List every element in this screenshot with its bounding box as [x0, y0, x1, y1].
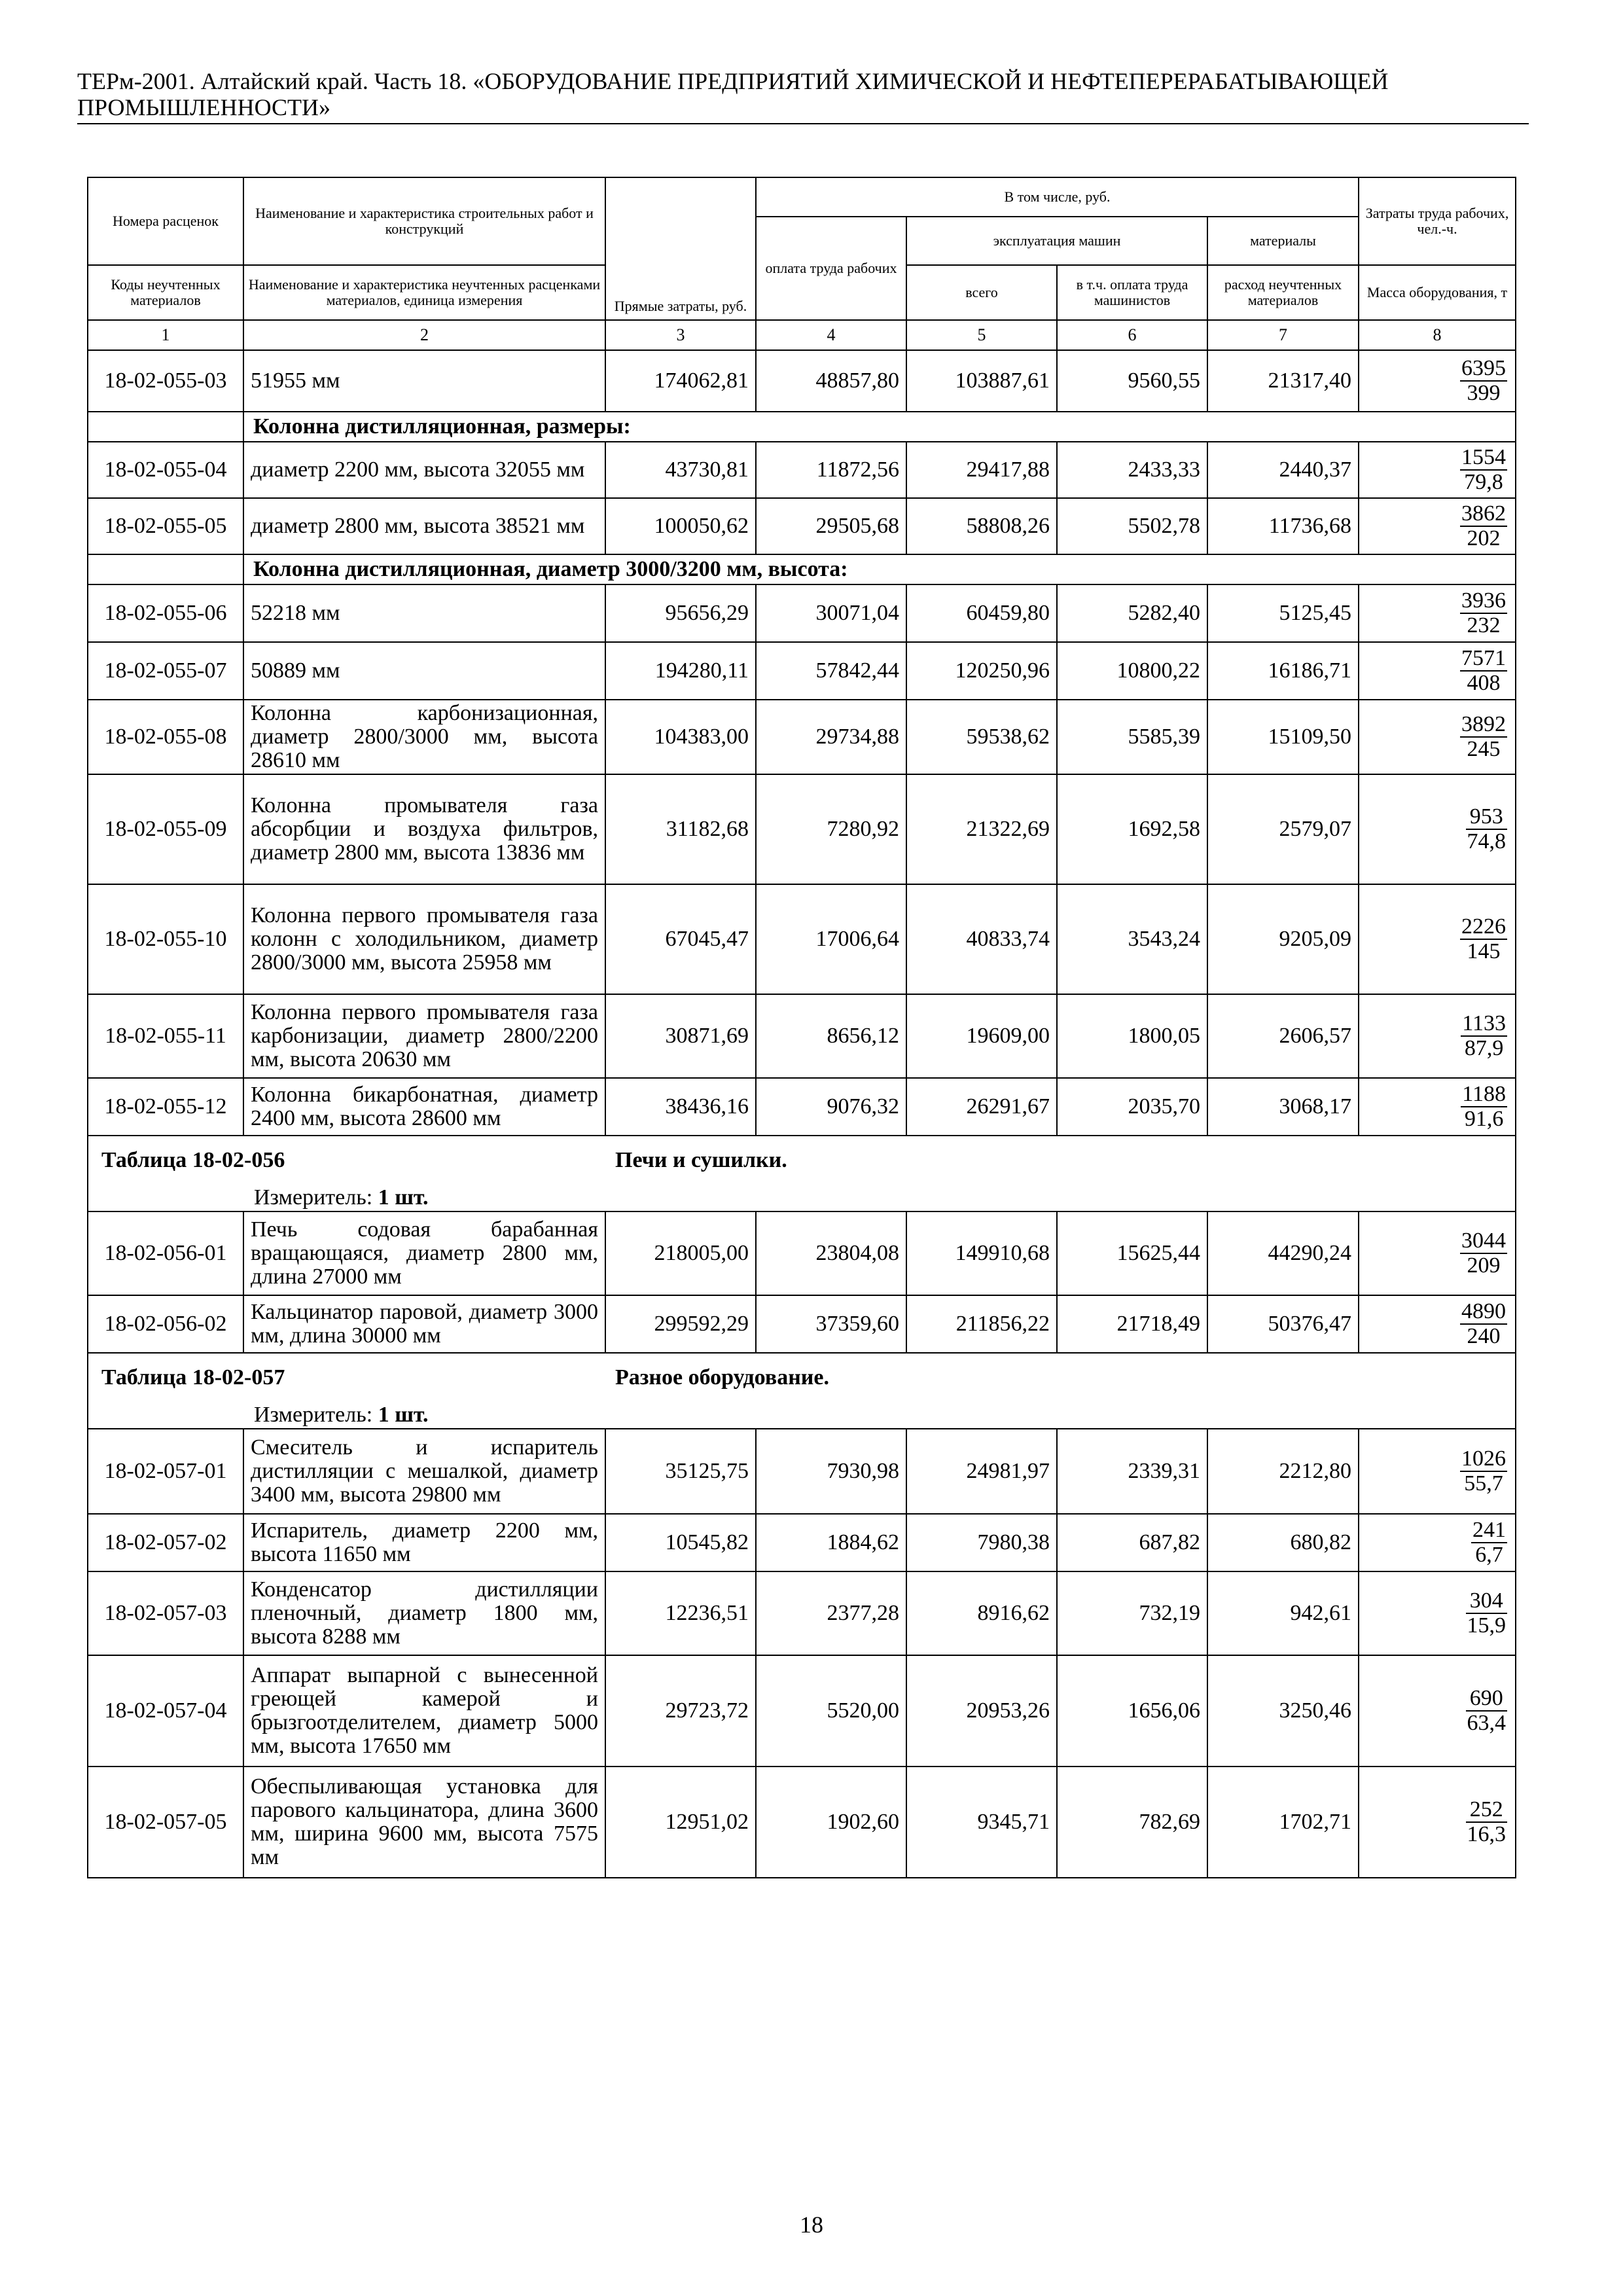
- labor-mass-fraction: [1359, 884, 1516, 994]
- labor-hours: 2226: [1461, 914, 1507, 939]
- direct-costs: 29723,72: [605, 1655, 756, 1767]
- direct-costs: 38436,16: [605, 1078, 756, 1136]
- equipment-mass: 79,8: [1464, 470, 1503, 494]
- labor-mass-fraction: [1359, 498, 1516, 554]
- materials-cost: 3250,46: [1207, 1655, 1359, 1767]
- equipment-mass: 74,8: [1467, 829, 1507, 853]
- column-number: 8: [1359, 320, 1516, 350]
- measure-row: [88, 1185, 1516, 1211]
- fraction: [1460, 589, 1507, 637]
- machines-pay: 1656,06: [1057, 1655, 1207, 1767]
- header-codes-materials: Коды неучтенных материалов: [88, 265, 243, 320]
- header-codes: Номера расценок: [88, 177, 243, 265]
- labor-hours: 252: [1466, 1798, 1508, 1823]
- materials-cost: 11736,68: [1207, 498, 1359, 554]
- labor-pay: 23804,08: [756, 1211, 906, 1295]
- machines-pay: 782,69: [1057, 1767, 1207, 1878]
- labor-hours: 304: [1466, 1589, 1508, 1614]
- rate-code: 18-02-055-10: [88, 884, 243, 994]
- materials-cost: 680,82: [1207, 1514, 1359, 1571]
- machines-pay: 1692,58: [1057, 774, 1207, 884]
- machines-total: 19609,00: [906, 994, 1057, 1078]
- fraction: [1460, 1300, 1507, 1348]
- table-subject: Разное оборудование.: [615, 1365, 829, 1390]
- labor-mass-fraction: [1359, 1078, 1516, 1136]
- machines-total: 21322,69: [906, 774, 1057, 884]
- group-row: [88, 412, 1516, 442]
- rate-code: 18-02-055-11: [88, 994, 243, 1078]
- rate-code: 18-02-057-05: [88, 1767, 243, 1878]
- equipment-mass: 408: [1467, 671, 1501, 695]
- machines-pay: 3543,24: [1057, 884, 1207, 994]
- rate-code: 18-02-055-08: [88, 700, 243, 774]
- machines-pay: 21718,49: [1057, 1295, 1207, 1353]
- column-number: 7: [1207, 320, 1359, 350]
- table-row: [88, 1211, 1516, 1295]
- direct-costs: 10545,82: [605, 1514, 756, 1571]
- direct-costs: 100050,62: [605, 498, 756, 554]
- table-row: [88, 1767, 1516, 1878]
- rate-code: 18-02-057-03: [88, 1571, 243, 1655]
- labor-mass-fraction: [1359, 1767, 1516, 1878]
- table-row: [88, 1429, 1516, 1514]
- rate-code: 18-02-055-05: [88, 498, 243, 554]
- fraction: [1460, 1447, 1507, 1496]
- equipment-mass: 6,7: [1475, 1543, 1503, 1567]
- rate-name: Обеспыливающая установка для парового кальцинатора, длина 3600 мм, ширина 9600 мм, высота 7575 мм: [243, 1767, 605, 1878]
- rate-name: Испаритель, диаметр 2200 мм, высота 11650 мм: [243, 1514, 605, 1571]
- table-title-row: [88, 1353, 1516, 1402]
- labor-mass-fraction: [1359, 1571, 1516, 1655]
- measure-cell: [88, 1185, 1516, 1211]
- rate-code: 18-02-057-02: [88, 1514, 243, 1571]
- labor-mass-fraction: [1359, 1514, 1516, 1571]
- fraction: [1460, 502, 1507, 550]
- rate-name: Смеситель и испаритель дистилляции с мешалкой, диаметр 3400 мм, высота 29800 мм: [243, 1429, 605, 1514]
- header-materials: материалы: [1207, 217, 1359, 265]
- materials-cost: 5125,45: [1207, 584, 1359, 642]
- machines-pay: 2035,70: [1057, 1078, 1207, 1136]
- rate-name: Колонна карбонизационная, диаметр 2800/3000 мм, высота 28610 мм: [243, 700, 605, 774]
- labor-pay: 29734,88: [756, 700, 906, 774]
- equipment-mass: 55,7: [1464, 1471, 1503, 1496]
- labor-hours: 7571: [1461, 646, 1507, 670]
- machines-total: 149910,68: [906, 1211, 1057, 1295]
- machines-total: 211856,22: [906, 1295, 1057, 1353]
- equipment-mass: 145: [1467, 939, 1501, 963]
- labor-hours: 953: [1466, 805, 1508, 830]
- header-machines-total: всего: [906, 265, 1057, 320]
- labor-pay: 57842,44: [756, 642, 906, 700]
- equipment-mass: 209: [1467, 1253, 1501, 1278]
- rates-table: [87, 177, 1516, 1878]
- table-title: Таблица 18-02-057: [101, 1365, 285, 1390]
- column-number: 5: [906, 320, 1057, 350]
- column-number: 6: [1057, 320, 1207, 350]
- table-title-cell: [88, 1353, 1516, 1402]
- rate-name: диаметр 2800 мм, высота 38521 мм: [243, 498, 605, 554]
- materials-cost: 942,61: [1207, 1571, 1359, 1655]
- rate-code: 18-02-057-01: [88, 1429, 243, 1514]
- rate-name: 51955 мм: [243, 350, 605, 412]
- rate-code: 18-02-055-12: [88, 1078, 243, 1136]
- header-direct-costs: Прямые затраты, руб.: [605, 177, 756, 320]
- rate-code: 18-02-057-04: [88, 1655, 243, 1767]
- measure-cell: [88, 1402, 1516, 1429]
- table-subject: Печи и сушилки.: [615, 1148, 787, 1172]
- fraction: [1466, 1798, 1508, 1846]
- machines-pay: 732,19: [1057, 1571, 1207, 1655]
- rate-code: 18-02-056-02: [88, 1295, 243, 1353]
- fraction: [1466, 805, 1508, 853]
- fraction: [1460, 713, 1507, 761]
- fraction: [1461, 1012, 1507, 1060]
- rate-code: 18-02-055-09: [88, 774, 243, 884]
- direct-costs: 31182,68: [605, 774, 756, 884]
- direct-costs: 104383,00: [605, 700, 756, 774]
- materials-cost: 15109,50: [1207, 700, 1359, 774]
- table-row: [88, 994, 1516, 1078]
- labor-pay: 5520,00: [756, 1655, 906, 1767]
- table-title-cell: [88, 1136, 1516, 1185]
- machines-pay: 15625,44: [1057, 1211, 1207, 1295]
- header-machines-pay: в т.ч. оплата труда машинистов: [1057, 265, 1207, 320]
- labor-hours: 3936: [1461, 588, 1507, 613]
- direct-costs: 194280,11: [605, 642, 756, 700]
- measure-label: Измеритель:: [254, 1185, 373, 1210]
- direct-costs: 12951,02: [605, 1767, 756, 1878]
- page-number: 18: [800, 2212, 823, 2238]
- equipment-mass: 399: [1467, 381, 1501, 405]
- fraction: [1460, 915, 1507, 963]
- machines-total: 24981,97: [906, 1429, 1057, 1514]
- equipment-mass: 232: [1467, 613, 1501, 637]
- equipment-mass: 240: [1467, 1324, 1501, 1348]
- column-number: 4: [756, 320, 906, 350]
- table-row: [88, 884, 1516, 994]
- direct-costs: 95656,29: [605, 584, 756, 642]
- equipment-mass: 63,4: [1467, 1711, 1507, 1735]
- direct-costs: 43730,81: [605, 442, 756, 498]
- table-body: [88, 350, 1516, 1878]
- labor-pay: 2377,28: [756, 1571, 906, 1655]
- labor-hours: 3862: [1461, 501, 1507, 526]
- labor-mass-fraction: [1359, 442, 1516, 498]
- machines-total: 40833,74: [906, 884, 1057, 994]
- materials-cost: 50376,47: [1207, 1295, 1359, 1353]
- materials-cost: 2440,37: [1207, 442, 1359, 498]
- labor-pay: 11872,56: [756, 442, 906, 498]
- table-row: [88, 642, 1516, 700]
- labor-mass-fraction: [1359, 774, 1516, 884]
- rate-name: Конденсатор дистилляции пленочный, диаметр 1800 мм, высота 8288 мм: [243, 1571, 605, 1655]
- equipment-mass: 15,9: [1467, 1613, 1507, 1638]
- labor-hours: 1133: [1462, 1011, 1507, 1035]
- direct-costs: 174062,81: [605, 350, 756, 412]
- column-number: 1: [88, 320, 243, 350]
- labor-mass-fraction: [1359, 584, 1516, 642]
- labor-pay: 9076,32: [756, 1078, 906, 1136]
- labor-pay: 8656,12: [756, 994, 906, 1078]
- direct-costs: 299592,29: [605, 1295, 756, 1353]
- direct-costs: 218005,00: [605, 1211, 756, 1295]
- measure-value: 1 шт.: [378, 1403, 429, 1427]
- labor-pay: 29505,68: [756, 498, 906, 554]
- column-number: 2: [243, 320, 605, 350]
- labor-pay: 7280,92: [756, 774, 906, 884]
- fraction: [1466, 1589, 1508, 1638]
- table-row: [88, 350, 1516, 412]
- labor-hours: 6395: [1461, 356, 1507, 380]
- rate-name: Колонна бикарбонатная, диаметр 2400 мм, высота 28600 мм: [243, 1078, 605, 1136]
- machines-total: 9345,71: [906, 1767, 1057, 1878]
- group-spacer: [88, 412, 243, 442]
- machines-pay: 1800,05: [1057, 994, 1207, 1078]
- rate-code: 18-02-056-01: [88, 1211, 243, 1295]
- machines-pay: 687,82: [1057, 1514, 1207, 1571]
- rate-code: 18-02-055-07: [88, 642, 243, 700]
- direct-costs: 67045,47: [605, 884, 756, 994]
- labor-hours: 690: [1466, 1687, 1508, 1712]
- rate-name: Колонна первого промывателя газа карбонизации, диаметр 2800/2200 мм, высота 20630 мм: [243, 994, 605, 1078]
- table-row: [88, 498, 1516, 554]
- header-materials-consumption: расход неучтенных материалов: [1207, 265, 1359, 320]
- labor-hours: 1026: [1461, 1446, 1507, 1471]
- table-row: [88, 1514, 1516, 1571]
- document-header: ТЕРм-2001. Алтайский край. Часть 18. «ОБОРУДОВАНИЕ ПРЕДПРИЯТИЙ ХИМИЧЕСКОЙ И НЕФТЕПЕРЕРАБАТЫВАЮЩЕЙ ПРОМЫШЛЕННОСТИ»: [77, 68, 1529, 124]
- rate-name: Печь содовая барабанная вращающаяся, диаметр 2800 мм, длина 27000 мм: [243, 1211, 605, 1295]
- table-row: [88, 774, 1516, 884]
- machines-pay: 9560,55: [1057, 350, 1207, 412]
- rate-code: 18-02-055-03: [88, 350, 243, 412]
- labor-pay: 30071,04: [756, 584, 906, 642]
- table-row: [88, 700, 1516, 774]
- direct-costs: 12236,51: [605, 1571, 756, 1655]
- equipment-mass: 87,9: [1464, 1036, 1504, 1060]
- fraction: [1461, 1083, 1507, 1131]
- labor-hours: 4890: [1461, 1299, 1507, 1323]
- machines-pay: 2433,33: [1057, 442, 1207, 498]
- direct-costs: 35125,75: [605, 1429, 756, 1514]
- labor-hours: 241: [1472, 1518, 1507, 1542]
- group-title: Колонна дистилляционная, диаметр 3000/3200 мм, высота:: [243, 554, 1516, 584]
- machines-total: 59538,62: [906, 700, 1057, 774]
- labor-pay: 17006,64: [756, 884, 906, 994]
- table-row: [88, 1655, 1516, 1767]
- labor-pay: 7930,98: [756, 1429, 906, 1514]
- machines-total: 7980,38: [906, 1514, 1057, 1571]
- table-row: [88, 1571, 1516, 1655]
- fraction: [1460, 446, 1507, 494]
- labor-mass-fraction: [1359, 700, 1516, 774]
- measure-row: [88, 1402, 1516, 1429]
- table-head: [88, 177, 1516, 350]
- labor-mass-fraction: [1359, 1429, 1516, 1514]
- labor-hours: 1188: [1462, 1082, 1507, 1106]
- rate-name: Колонна промывателя газа абсорбции и воздуха фильтров, диаметр 2800 мм, высота 13836 мм: [243, 774, 605, 884]
- table-row: [88, 1295, 1516, 1353]
- rate-name: Колонна первого промывателя газа колонн с холодильником, диаметр 2800/3000 мм, высота 25958 мм: [243, 884, 605, 994]
- labor-hours: 1554: [1461, 445, 1507, 469]
- machines-total: 26291,67: [906, 1078, 1057, 1136]
- machines-total: 20953,26: [906, 1655, 1057, 1767]
- equipment-mass: 245: [1467, 737, 1501, 761]
- rate-name: Аппарат выпарной с вынесенной греющей камерой и брызгоотделителем, диаметр 5000 мм, высота 17650 мм: [243, 1655, 605, 1767]
- labor-pay: 37359,60: [756, 1295, 906, 1353]
- header-labor-pay: оплата труда рабочих: [756, 217, 906, 320]
- table-row: [88, 1078, 1516, 1136]
- machines-pay: 5502,78: [1057, 498, 1207, 554]
- group-row: [88, 554, 1516, 584]
- machines-total: 60459,80: [906, 584, 1057, 642]
- fraction: [1460, 357, 1507, 405]
- rate-name: диаметр 2200 мм, высота 32055 мм: [243, 442, 605, 498]
- materials-cost: 1702,71: [1207, 1767, 1359, 1878]
- labor-mass-fraction: [1359, 1211, 1516, 1295]
- header-mass: Масса оборудования, т: [1359, 265, 1516, 320]
- labor-mass-fraction: [1359, 642, 1516, 700]
- table-title: Таблица 18-02-056: [101, 1148, 285, 1172]
- labor-pay: 1884,62: [756, 1514, 906, 1571]
- labor-pay: 1902,60: [756, 1767, 906, 1878]
- materials-cost: 3068,17: [1207, 1078, 1359, 1136]
- materials-cost: 16186,71: [1207, 642, 1359, 700]
- machines-pay: 2339,31: [1057, 1429, 1207, 1514]
- labor-mass-fraction: [1359, 1295, 1516, 1353]
- materials-cost: 9205,09: [1207, 884, 1359, 994]
- fraction: [1460, 647, 1507, 695]
- header-machines: эксплуатация машин: [906, 217, 1207, 265]
- machines-pay: 5282,40: [1057, 584, 1207, 642]
- equipment-mass: 202: [1467, 526, 1501, 550]
- equipment-mass: 91,6: [1464, 1107, 1504, 1131]
- rate-name: Кальцинатор паровой, диаметр 3000 мм, длина 30000 мм: [243, 1295, 605, 1353]
- column-number: 3: [605, 320, 756, 350]
- fraction: [1460, 1229, 1507, 1278]
- direct-costs: 30871,69: [605, 994, 756, 1078]
- materials-cost: 2212,80: [1207, 1429, 1359, 1514]
- materials-cost: 2606,57: [1207, 994, 1359, 1078]
- header-labor: Затраты труда рабочих, чел.-ч.: [1359, 177, 1516, 265]
- labor-mass-fraction: [1359, 994, 1516, 1078]
- table-title-row: [88, 1136, 1516, 1185]
- header-name-materials: Наименование и характеристика неучтенных расценками материалов, единица измерения: [243, 265, 605, 320]
- measure-label: Измеритель:: [254, 1403, 373, 1427]
- machines-total: 29417,88: [906, 442, 1057, 498]
- header-including: В том числе, руб.: [756, 177, 1359, 217]
- materials-cost: 44290,24: [1207, 1211, 1359, 1295]
- group-title: Колонна дистилляционная, размеры:: [243, 412, 1516, 442]
- rate-code: 18-02-055-04: [88, 442, 243, 498]
- header-name: Наименование и характеристика строительных работ и конструкций: [243, 177, 605, 265]
- machines-total: 58808,26: [906, 498, 1057, 554]
- group-spacer: [88, 554, 243, 584]
- labor-pay: 48857,80: [756, 350, 906, 412]
- machines-total: 103887,61: [906, 350, 1057, 412]
- materials-cost: 2579,07: [1207, 774, 1359, 884]
- fraction: [1471, 1518, 1507, 1567]
- machines-pay: 10800,22: [1057, 642, 1207, 700]
- labor-hours: 3892: [1461, 712, 1507, 736]
- machines-total: 120250,96: [906, 642, 1057, 700]
- labor-mass-fraction: [1359, 350, 1516, 412]
- table-row: [88, 584, 1516, 642]
- machines-pay: 5585,39: [1057, 700, 1207, 774]
- labor-mass-fraction: [1359, 1655, 1516, 1767]
- column-numbers-row: [88, 320, 1516, 350]
- table-row: [88, 442, 1516, 498]
- materials-cost: 21317,40: [1207, 350, 1359, 412]
- rate-name: 50889 мм: [243, 642, 605, 700]
- equipment-mass: 16,3: [1467, 1822, 1507, 1846]
- labor-hours: 3044: [1461, 1229, 1507, 1253]
- fraction: [1466, 1687, 1508, 1735]
- machines-total: 8916,62: [906, 1571, 1057, 1655]
- measure-value: 1 шт.: [378, 1185, 429, 1210]
- rate-name: 52218 мм: [243, 584, 605, 642]
- rate-code: 18-02-055-06: [88, 584, 243, 642]
